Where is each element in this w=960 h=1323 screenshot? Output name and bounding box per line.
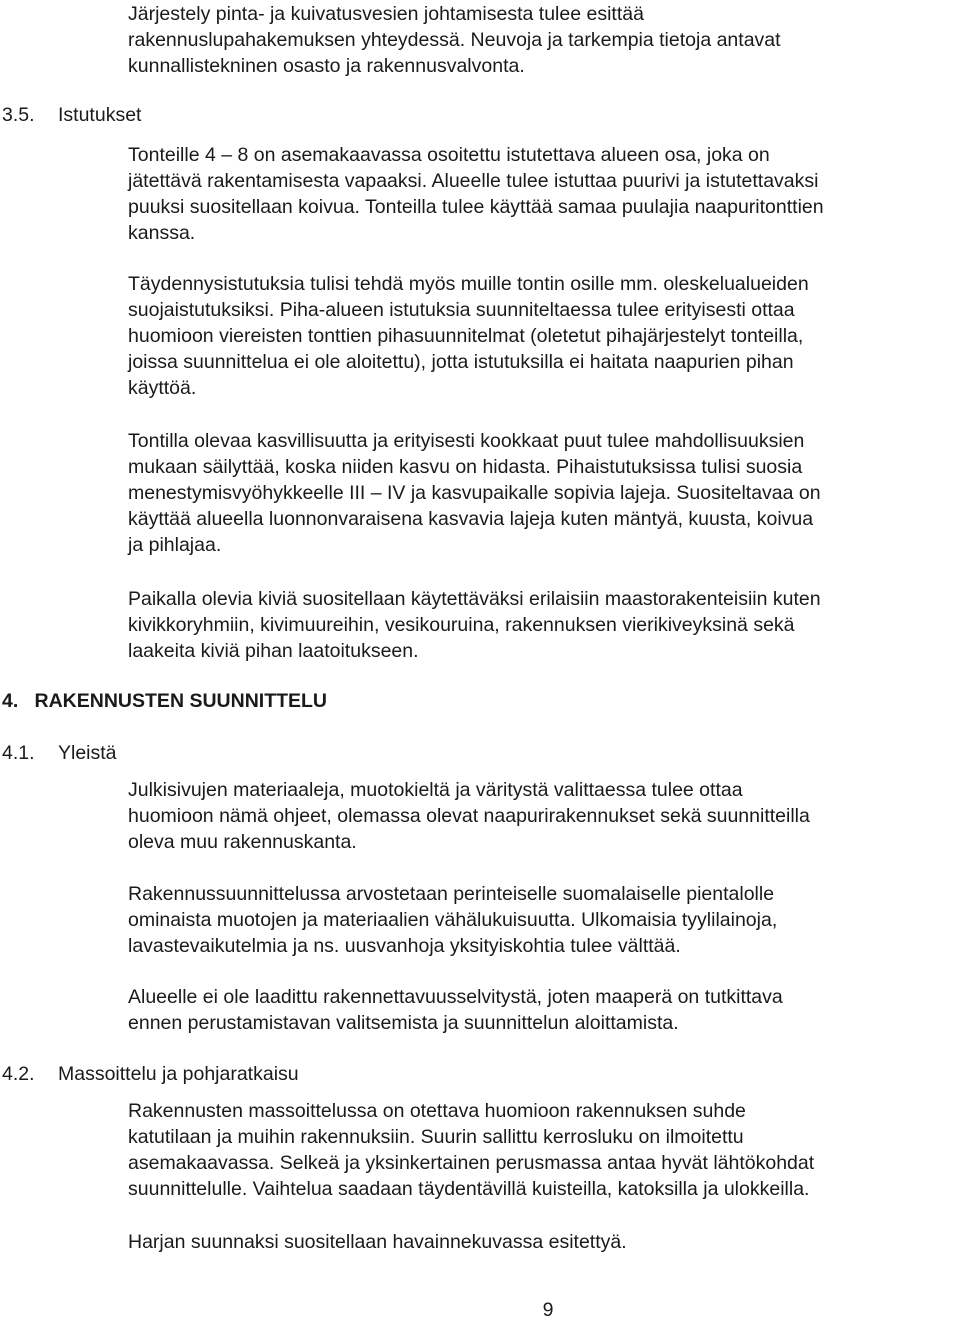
- text-line: lavastevaikutelmia ja ns. uusvanhoja yksityiskohtia tulee välttää.: [128, 935, 681, 957]
- text-line: katutilaan ja muihin rakennuksiin. Suurin sallittu kerrosluku on ilmoitettu: [128, 1126, 744, 1148]
- paragraph: [128, 1098, 953, 1202]
- paragraph: [128, 428, 953, 558]
- section-4-1-heading: [0, 740, 400, 766]
- text-line: Alueelle ei ole laadittu rakennettavuusselvitystä, joten maaperä on tutkittava: [128, 986, 783, 1008]
- text-line: asemakaavassa. Selkeä ja yksinkertainen perusmassa antaa hyvät lähtökohdat: [128, 1152, 815, 1174]
- text-line: huomioon nämä ohjeet, olemassa olevat naapurirakennukset sekä suunnitteilla: [128, 805, 810, 827]
- text-line: käyttöä.: [128, 377, 197, 399]
- text-line: joissa suunnittelua ei ole aloitettu), jotta istutuksilla ei haitata naapurien pihan: [128, 351, 794, 373]
- text-line: ja pihlajaa.: [128, 534, 222, 556]
- text-line: käyttää alueella luonnonvaraisena kasvavia lajeja kuten mäntyä, kuusta, koivua: [128, 508, 814, 530]
- text-line: Paikalla olevia kiviä suositellaan käytettäväksi erilaisiin maastorakenteisiin kuten: [128, 588, 821, 610]
- section-title: Yleistä: [58, 742, 117, 764]
- text-line: kanssa.: [128, 222, 196, 244]
- text-line: rakennuslupahakemuksen yhteydessä. Neuvoja ja tarkempia tietoja antavat: [128, 29, 781, 51]
- section-title: Istutukset: [58, 104, 142, 126]
- text-line: Rakennusten massoittelussa on otettava huomioon rakennuksen suhde: [128, 1100, 746, 1122]
- section-title: Massoittelu ja pohjaratkaisu: [58, 1063, 299, 1085]
- section-number: 3.5.: [2, 104, 35, 126]
- page-number: 9: [542, 1299, 554, 1321]
- text-line: jätettävä rakentamisesta vapaaksi. Alueelle tulee istuttaa puurivi ja istutettavaksi: [128, 170, 819, 192]
- paragraph: [128, 777, 953, 855]
- section-4-2-heading: [0, 1061, 500, 1087]
- section-number: 4.2.: [2, 1063, 35, 1085]
- text-line: mukaan säilyttää, koska niiden kasvu on hidasta. Pihaistutuksissa tulisi suosia: [128, 456, 803, 478]
- paragraph: [128, 984, 953, 1036]
- text-line: kunnallistekninen osasto ja rakennusvalvonta.: [128, 55, 525, 77]
- text-line: Järjestely pinta- ja kuivatusvesien johtamisesta tulee esittää: [128, 3, 644, 25]
- text-line: oleva muu rakennuskanta.: [128, 831, 357, 853]
- paragraph: [128, 271, 953, 401]
- text-line: ominaista muotojen ja materiaalien vähälukuisuutta. Ulkomaisia tyylilainoja,: [128, 909, 778, 931]
- paragraph: [128, 1229, 953, 1255]
- section-number: 4.1.: [2, 742, 35, 764]
- text-line: Täydennysistutuksia tulisi tehdä myös muille tontin osille mm. oleskelualueiden: [128, 273, 809, 295]
- text-line: puuksi suositellaan koivua. Tonteilla tulee käyttää samaa puulajia naapuritonttien: [128, 196, 824, 218]
- chapter-heading: 4. RAKENNUSTEN SUUNNITTELU: [2, 690, 328, 712]
- text-line: huomioon viereisten tonttien pihasuunnitelmat (oletetut pihajärjestelyt tonteilla,: [128, 325, 804, 347]
- text-line: Tontilla olevaa kasvillisuutta ja erityisesti kookkaat puut tulee mahdollisuuksien: [128, 430, 805, 452]
- intro-paragraph: [128, 1, 953, 79]
- paragraph: [128, 586, 953, 664]
- text-line: Rakennussuunnittelussa arvostetaan perinteiselle suomalaiselle pientalolle: [128, 883, 775, 905]
- text-line: kivikkoryhmiin, kivimuureihin, vesikouruina, rakennuksen vierikiveyksinä sekä: [128, 614, 795, 636]
- text-line: Julkisivujen materiaaleja, muotokieltä ja väritystä valittaessa tulee ottaa: [128, 779, 743, 801]
- paragraph: [128, 142, 953, 246]
- text-line: laakeita kiviä pihan laatoitukseen.: [128, 640, 419, 662]
- text-line: menestymisvyöhykkeelle III – IV ja kasvupaikalle sopivia lajeja. Suositeltavaa on: [128, 482, 821, 504]
- text-line: suojaistutuksiksi. Piha-alueen istutuksia suunniteltaessa tulee erityisesti ottaa: [128, 299, 795, 321]
- text-line: Harjan suunnaksi suositellaan havainnekuvassa esitettyä.: [128, 1231, 627, 1253]
- section-3-5-heading: [0, 102, 400, 128]
- text-line: Tonteille 4 – 8 on asemakaavassa osoitettu istutettava alueen osa, joka on: [128, 144, 770, 166]
- text-line: ennen perustamistavan valitsemista ja suunnittelun aloittamista.: [128, 1012, 679, 1034]
- text-line: suunnittelulle. Vaihtelua saadaan täydentävillä kuisteilla, katoksilla ja ulokkeilla.: [128, 1178, 810, 1200]
- paragraph: [128, 881, 953, 959]
